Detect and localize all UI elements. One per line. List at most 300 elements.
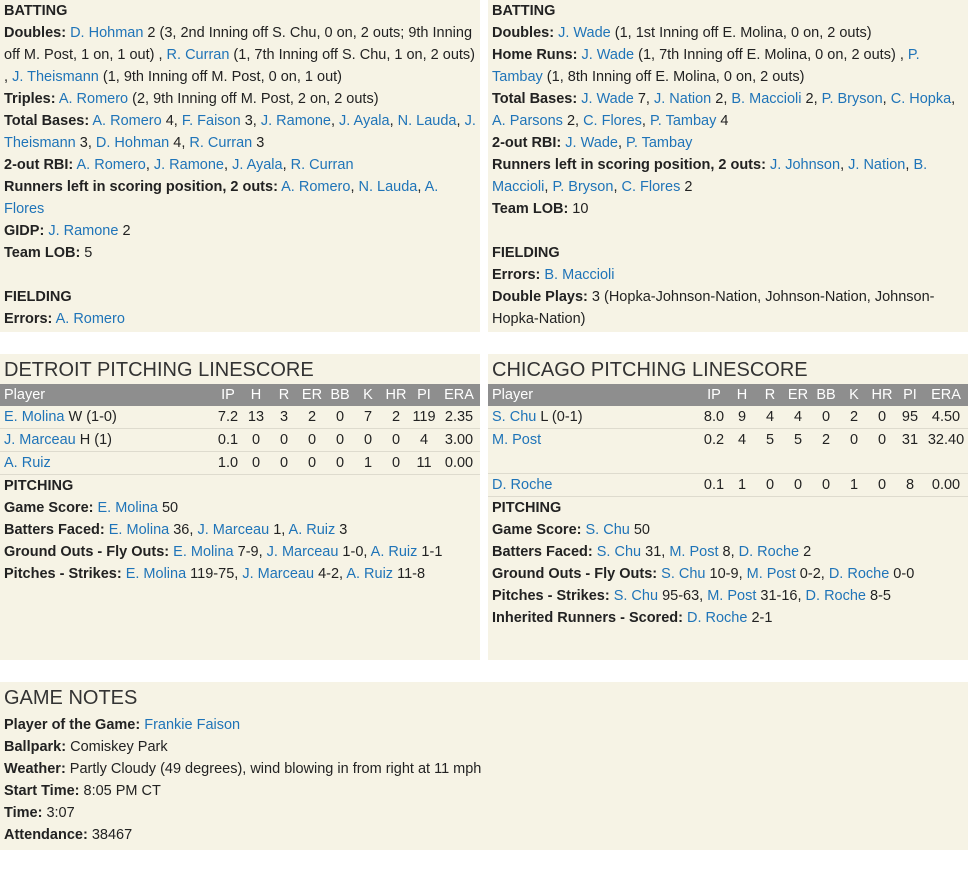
stat-text: 2, bbox=[711, 91, 732, 107]
stat-text: (1, 7th Inning off S. Chu, 1 on, 2 outs) , bbox=[4, 47, 475, 85]
stat-cell: 4 bbox=[784, 406, 812, 429]
column-header: BB bbox=[326, 384, 354, 406]
player-link[interactable]: P. Tambay bbox=[492, 47, 920, 85]
player-link[interactable]: N. Lauda bbox=[397, 113, 457, 129]
stat-text: , bbox=[224, 157, 233, 173]
player-link[interactable]: A. Romero bbox=[58, 91, 129, 107]
player-cell bbox=[488, 429, 700, 474]
total-bases-line bbox=[4, 110, 476, 154]
column-header: K bbox=[354, 384, 382, 406]
section-title: CHICAGO PITCHING LINESCORE bbox=[492, 359, 808, 381]
spacer bbox=[4, 264, 476, 286]
two-out-rbi-label: 2-out RBI: bbox=[4, 157, 74, 173]
stat-cell: 5 bbox=[756, 429, 784, 474]
player-link[interactable]: P. Bryson bbox=[821, 91, 883, 107]
time-value: 3:07 bbox=[42, 805, 75, 821]
stat-text: 36, bbox=[169, 522, 198, 538]
double-plays-value: 3 (Hopka-Johnson-Nation, Johnson-Nation, Johnson-Hopka-Nation) bbox=[492, 289, 935, 327]
fielding-heading: FIELDING bbox=[4, 289, 72, 305]
stat-cell: 32.40 bbox=[924, 429, 968, 474]
player-link[interactable]: A. Romero bbox=[92, 113, 162, 129]
column-header: HR bbox=[868, 384, 896, 406]
player-link[interactable]: B. Maccioli bbox=[544, 267, 615, 283]
time-label: Time: bbox=[4, 805, 43, 821]
stat-text: 8, bbox=[718, 544, 739, 560]
column-header: R bbox=[756, 384, 784, 406]
player-link[interactable]: S. Chu bbox=[585, 522, 630, 538]
detroit-batting-panel bbox=[0, 0, 480, 332]
stat-text: 50 bbox=[629, 522, 651, 538]
player-link[interactable]: S. Chu bbox=[661, 566, 706, 582]
player-link[interactable]: S. Chu bbox=[596, 544, 642, 560]
player-link[interactable]: M. Post bbox=[492, 432, 542, 448]
stat-text: 2 bbox=[680, 179, 693, 195]
rlisp-label: Runners left in scoring position, 2 outs: bbox=[492, 157, 766, 173]
player-link[interactable]: Frankie Faison bbox=[144, 717, 241, 733]
player-link[interactable]: R. Curran bbox=[290, 157, 354, 173]
weather-line bbox=[4, 758, 964, 780]
weather-value: Partly Cloudy (49 degrees), wind blowing in from right at 11 mph bbox=[65, 761, 482, 777]
batters-faced-label: Batters Faced: bbox=[4, 522, 105, 538]
player-link[interactable]: D. Hohman bbox=[70, 25, 144, 41]
stat-cell: 0.1 bbox=[700, 474, 728, 497]
stat-text: 2 (3, 2nd Inning off S. Chu, 0 on, 2 outs; 9th Inning off M. Post, 1 on, 1 out) , bbox=[4, 25, 473, 63]
player-link[interactable]: J. Nation bbox=[848, 157, 906, 173]
player-link[interactable]: J. Marceau bbox=[197, 522, 270, 538]
stat-cell: 0 bbox=[840, 429, 868, 474]
stat-text: 2 bbox=[118, 223, 131, 239]
table-row bbox=[488, 429, 968, 474]
two-out-rbi-label: 2-out RBI: bbox=[492, 135, 562, 151]
stat-cell: 0 bbox=[298, 429, 326, 452]
stat-text: , bbox=[282, 157, 291, 173]
stat-cell: 7.2 bbox=[214, 406, 242, 429]
player-cell bbox=[488, 406, 700, 429]
ballpark-label: Ballpark: bbox=[4, 739, 67, 755]
detroit-batting-notes bbox=[0, 0, 480, 330]
player-link[interactable]: J. Marceau bbox=[4, 432, 76, 448]
player-link[interactable]: J. Ramone bbox=[260, 113, 331, 129]
stat-text: 2, bbox=[801, 91, 822, 107]
fielding-heading: FIELDING bbox=[492, 245, 560, 261]
total-bases-label: Total Bases: bbox=[492, 91, 578, 107]
spacer bbox=[492, 220, 964, 242]
column-header: ERA bbox=[924, 384, 968, 406]
player-link[interactable]: J. Theismann bbox=[12, 69, 99, 85]
player-link[interactable]: P. Tambay bbox=[649, 113, 717, 129]
player-link[interactable]: A. Ruiz bbox=[288, 522, 336, 538]
stat-text: 10-9, bbox=[705, 566, 747, 582]
attendance-line bbox=[4, 824, 964, 846]
game-notes-list bbox=[0, 712, 968, 846]
stat-text: , bbox=[905, 157, 914, 173]
doubles-line bbox=[492, 22, 964, 44]
game-notes-panel bbox=[0, 682, 968, 850]
player-link[interactable]: J. Marceau bbox=[266, 544, 339, 560]
stat-text: , bbox=[456, 113, 465, 129]
player-link[interactable]: E. Molina bbox=[125, 566, 187, 582]
stat-text: 0-0 bbox=[889, 566, 915, 582]
home-runs-label: Home Runs: bbox=[492, 47, 578, 63]
inherited-runners-line bbox=[492, 607, 964, 629]
stat-text: , bbox=[544, 179, 553, 195]
player-link[interactable]: A. Flores bbox=[4, 179, 439, 217]
stat-cell: 8 bbox=[896, 474, 924, 497]
player-link[interactable]: J. Ayala bbox=[232, 157, 283, 173]
stat-text: , bbox=[417, 179, 425, 195]
errors-label: Errors: bbox=[492, 267, 541, 283]
chicago-batting-notes bbox=[488, 0, 968, 330]
stat-text: 95-63, bbox=[658, 588, 708, 604]
inherited-runners-label: Inherited Runners - Scored: bbox=[492, 610, 683, 626]
stat-cell: 0 bbox=[298, 452, 326, 475]
total-bases-label: Total Bases: bbox=[4, 113, 90, 129]
stat-text: , bbox=[389, 113, 398, 129]
player-cell bbox=[0, 406, 214, 429]
stat-cell: 31 bbox=[896, 429, 924, 474]
player-link[interactable]: J. Wade bbox=[581, 91, 634, 107]
player-link[interactable]: D. Roche bbox=[492, 477, 553, 493]
player-link[interactable]: J. Ramone bbox=[48, 223, 119, 239]
team-lob-label: Team LOB: bbox=[4, 245, 81, 261]
stat-cell: 0 bbox=[326, 452, 354, 475]
player-link[interactable]: B. Maccioli bbox=[492, 157, 928, 195]
chicago-batting-panel bbox=[488, 0, 968, 332]
doubles-label: Doubles: bbox=[4, 25, 67, 41]
pitches-strikes-label: Pitches - Strikes: bbox=[492, 588, 610, 604]
gidp-line bbox=[4, 220, 476, 242]
stat-cell: 0 bbox=[242, 452, 270, 475]
errors-line bbox=[492, 264, 964, 286]
player-link[interactable]: J. Marceau bbox=[242, 566, 315, 582]
stat-text: 2 bbox=[799, 544, 812, 560]
stat-cell: 3 bbox=[270, 406, 298, 429]
batting-heading: BATTING bbox=[492, 3, 556, 19]
column-header: H bbox=[242, 384, 270, 406]
player-link[interactable]: R. Curran bbox=[189, 135, 253, 151]
stat-cell: 4.50 bbox=[924, 406, 968, 429]
column-header: ERA bbox=[438, 384, 480, 406]
decision-text: W (1-0) bbox=[64, 409, 117, 425]
stat-cell: 13 bbox=[242, 406, 270, 429]
stat-text: 4, bbox=[161, 113, 182, 129]
total-bases-line bbox=[492, 88, 964, 132]
player-link[interactable]: J. Ramone bbox=[153, 157, 224, 173]
section-title: DETROIT PITCHING LINESCORE bbox=[4, 359, 314, 381]
stat-cell: 0 bbox=[812, 406, 840, 429]
player-link[interactable]: R. Curran bbox=[166, 47, 230, 63]
start-time-value: 8:05 PM CT bbox=[79, 783, 161, 799]
player-link[interactable]: A. Ruiz bbox=[370, 544, 418, 560]
pitching-linescore-table bbox=[0, 384, 480, 475]
stat-text: 3 bbox=[335, 522, 348, 538]
stat-cell: 0 bbox=[270, 429, 298, 452]
table-row bbox=[488, 474, 968, 497]
player-link[interactable]: A. Romero bbox=[76, 157, 146, 173]
column-header: IP bbox=[700, 384, 728, 406]
player-link[interactable]: M. Post bbox=[669, 544, 719, 560]
column-header: IP bbox=[214, 384, 242, 406]
player-link[interactable]: D. Roche bbox=[738, 544, 800, 560]
stat-text: (1, 1st Inning off E. Molina, 0 on, 2 outs) bbox=[610, 25, 872, 41]
column-header: HR bbox=[382, 384, 410, 406]
column-header: Player bbox=[0, 384, 214, 406]
player-link[interactable]: D. Roche bbox=[686, 610, 748, 626]
pitching-heading: PITCHING bbox=[4, 478, 74, 494]
double-plays-label: Double Plays: bbox=[492, 289, 588, 305]
stat-text: 31, bbox=[641, 544, 670, 560]
stat-cell: 4 bbox=[756, 406, 784, 429]
table-header-row bbox=[0, 384, 480, 406]
table-row bbox=[488, 406, 968, 429]
detroit-pitching-panel bbox=[0, 354, 480, 660]
triples-line bbox=[4, 88, 476, 110]
errors-line bbox=[4, 308, 476, 330]
pitches-strikes-label: Pitches - Strikes: bbox=[4, 566, 122, 582]
table-header-row bbox=[488, 384, 968, 406]
stat-cell: 9 bbox=[728, 406, 756, 429]
weather-label: Weather: bbox=[4, 761, 66, 777]
stat-text: 0-2, bbox=[795, 566, 829, 582]
stat-cell: 0 bbox=[868, 429, 896, 474]
player-link[interactable]: A. Ruiz bbox=[4, 455, 51, 471]
stat-text: , bbox=[882, 91, 891, 107]
game-score-label: Game Score: bbox=[492, 522, 582, 538]
player-link[interactable]: E. Molina bbox=[173, 544, 234, 560]
go-fo-line bbox=[492, 563, 964, 585]
game-score-line bbox=[492, 519, 964, 541]
stat-cell: 0.00 bbox=[438, 452, 480, 475]
stat-text: , bbox=[330, 113, 340, 129]
stat-text: 4-2, bbox=[314, 566, 347, 582]
go-fo-line bbox=[4, 541, 476, 563]
errors-label: Errors: bbox=[4, 311, 53, 327]
two-out-rbi-line bbox=[4, 154, 476, 176]
player-link[interactable]: J. Wade bbox=[581, 47, 635, 63]
table-row bbox=[0, 429, 480, 452]
stat-cell: 0 bbox=[382, 429, 410, 452]
stat-cell: 0 bbox=[270, 452, 298, 475]
time-line bbox=[4, 802, 964, 824]
player-link[interactable]: J. Ayala bbox=[339, 113, 390, 129]
batters-faced-label: Batters Faced: bbox=[492, 544, 593, 560]
team-lob-line bbox=[492, 198, 964, 220]
stat-text: 31-16, bbox=[756, 588, 806, 604]
doubles-label: Doubles: bbox=[492, 25, 555, 41]
player-link[interactable]: S. Chu bbox=[613, 588, 659, 604]
stat-cell: 5 bbox=[784, 429, 812, 474]
section-title: GAME NOTES bbox=[4, 687, 138, 709]
stat-cell: 11 bbox=[410, 452, 438, 475]
player-link[interactable]: S. Chu bbox=[492, 409, 537, 425]
stat-text: 3, bbox=[75, 135, 96, 151]
stat-cell: 4 bbox=[410, 429, 438, 452]
column-header: H bbox=[728, 384, 756, 406]
player-cell bbox=[0, 452, 214, 475]
column-header: R bbox=[270, 384, 298, 406]
stat-cell: 0 bbox=[382, 452, 410, 475]
stat-text: 3 bbox=[252, 135, 265, 151]
stat-cell: 1 bbox=[354, 452, 382, 475]
two-out-rbi-line bbox=[492, 132, 964, 154]
stat-cell: 0.1 bbox=[214, 429, 242, 452]
player-link[interactable]: C. Flores bbox=[621, 179, 681, 195]
go-fo-label: Ground Outs - Fly Outs: bbox=[492, 566, 658, 582]
start-time-label: Start Time: bbox=[4, 783, 80, 799]
pitches-strikes-line bbox=[4, 563, 476, 585]
player-link[interactable]: B. Maccioli bbox=[731, 91, 802, 107]
stat-text: 2-1 bbox=[747, 610, 773, 626]
stat-cell: 0 bbox=[242, 429, 270, 452]
player-link[interactable]: M. Post bbox=[746, 566, 796, 582]
stat-cell: 0 bbox=[354, 429, 382, 452]
rlisp-line bbox=[4, 176, 476, 220]
player-cell bbox=[0, 429, 214, 452]
player-link[interactable]: D. Roche bbox=[828, 566, 890, 582]
stat-text: , bbox=[641, 113, 650, 129]
column-header: Player bbox=[488, 384, 700, 406]
stat-cell: 1 bbox=[840, 474, 868, 497]
table-row bbox=[0, 406, 480, 429]
detroit-pitching-notes bbox=[0, 475, 480, 585]
team-lob-value: 5 bbox=[80, 245, 93, 261]
player-link[interactable]: J. Wade bbox=[558, 25, 611, 41]
player-link[interactable]: F. Faison bbox=[181, 113, 241, 129]
stat-cell: 0 bbox=[326, 429, 354, 452]
column-header: PI bbox=[896, 384, 924, 406]
player-link[interactable]: J. Theismann bbox=[4, 113, 476, 151]
rlisp-label: Runners left in scoring position, 2 outs: bbox=[4, 179, 278, 195]
stat-text: , bbox=[145, 157, 154, 173]
player-cell bbox=[488, 474, 700, 497]
stat-cell: 0 bbox=[756, 474, 784, 497]
player-link[interactable]: E. Molina bbox=[108, 522, 170, 538]
player-link[interactable]: E. Molina bbox=[97, 500, 158, 516]
stat-cell: 2 bbox=[382, 406, 410, 429]
table-row bbox=[0, 452, 480, 475]
stat-text: 11-8 bbox=[393, 566, 426, 582]
player-link[interactable]: C. Flores bbox=[583, 113, 642, 129]
player-link[interactable]: J. Johnson bbox=[769, 157, 841, 173]
pitches-strikes-line bbox=[492, 585, 964, 607]
chicago-pitching-panel bbox=[488, 354, 968, 660]
stat-text: 7, bbox=[633, 91, 654, 107]
stat-cell: 8.0 bbox=[700, 406, 728, 429]
stat-cell: 7 bbox=[354, 406, 382, 429]
player-link[interactable]: P. Tambay bbox=[626, 135, 693, 151]
go-fo-label: Ground Outs - Fly Outs: bbox=[4, 544, 170, 560]
attendance-value: 38467 bbox=[87, 827, 133, 843]
chicago-pitching-notes bbox=[488, 497, 968, 629]
batters-faced-line bbox=[492, 541, 964, 563]
stat-cell: 119 bbox=[410, 406, 438, 429]
ballpark-value: Comiskey Park bbox=[66, 739, 168, 755]
team-lob-label: Team LOB: bbox=[492, 201, 569, 217]
player-link[interactable]: D. Hohman bbox=[95, 135, 170, 151]
column-header: K bbox=[840, 384, 868, 406]
player-link[interactable]: D. Roche bbox=[805, 588, 866, 604]
column-header: ER bbox=[298, 384, 326, 406]
player-link[interactable]: C. Hopka bbox=[890, 91, 952, 107]
stat-cell: 0.00 bbox=[924, 474, 968, 497]
player-link[interactable]: J. Nation bbox=[654, 91, 712, 107]
stat-text: 2, bbox=[562, 113, 584, 129]
decision-text: H (1) bbox=[75, 432, 112, 448]
stat-text: (1, 8th Inning off E. Molina, 0 on, 2 outs) bbox=[542, 69, 805, 85]
stat-text: 119-75, bbox=[186, 566, 243, 582]
stat-text: (1, 7th Inning off E. Molina, 0 on, 2 outs) , bbox=[634, 47, 908, 63]
stat-cell: 2 bbox=[298, 406, 326, 429]
team-lob-line bbox=[4, 242, 476, 264]
doubles-line bbox=[4, 22, 476, 88]
stat-text: 8-5 bbox=[866, 588, 891, 604]
stat-text: 1, bbox=[269, 522, 289, 538]
stat-cell: 0 bbox=[784, 474, 812, 497]
game-score-line bbox=[4, 497, 476, 519]
ballpark-line bbox=[4, 736, 964, 758]
stat-text: (1, 9th Inning off M. Post, 0 on, 1 out) bbox=[98, 69, 342, 85]
stat-cell: 2 bbox=[812, 429, 840, 474]
player-link[interactable]: A. Romero bbox=[281, 179, 351, 195]
stat-cell: 1.0 bbox=[214, 452, 242, 475]
batters-faced-line bbox=[4, 519, 476, 541]
gidp-label: GIDP: bbox=[4, 223, 45, 239]
stat-cell: 4 bbox=[728, 429, 756, 474]
player-link[interactable]: P. Bryson bbox=[552, 179, 614, 195]
stat-text: , bbox=[951, 91, 956, 107]
stat-text: 7-9, bbox=[233, 544, 267, 560]
stat-text: 1-1 bbox=[417, 544, 443, 560]
player-link[interactable]: A. Ruiz bbox=[346, 566, 394, 582]
game-score-label: Game Score: bbox=[4, 500, 94, 516]
stat-cell: 1 bbox=[728, 474, 756, 497]
stat-text: 3, bbox=[240, 113, 261, 129]
stat-cell: 0 bbox=[326, 406, 354, 429]
stat-cell: 0 bbox=[812, 474, 840, 497]
stat-text: 50 bbox=[157, 500, 179, 516]
batting-heading: BATTING bbox=[4, 3, 68, 19]
stat-cell: 2.35 bbox=[438, 406, 480, 429]
team-lob-value: 10 bbox=[568, 201, 589, 217]
stat-cell: 0.2 bbox=[700, 429, 728, 474]
stat-cell: 2 bbox=[840, 406, 868, 429]
player-link[interactable]: N. Lauda bbox=[358, 179, 418, 195]
pitching-linescore-table bbox=[488, 384, 968, 497]
player-link[interactable]: A. Romero bbox=[55, 311, 125, 327]
player-of-game-label: Player of the Game: bbox=[4, 717, 141, 733]
stat-text: 4, bbox=[169, 135, 190, 151]
player-link[interactable]: J. Wade bbox=[565, 135, 618, 151]
rlisp-line bbox=[492, 154, 964, 198]
column-header: PI bbox=[410, 384, 438, 406]
stat-cell: 95 bbox=[896, 406, 924, 429]
player-link[interactable]: A. Parsons bbox=[492, 113, 563, 129]
attendance-label: Attendance: bbox=[4, 827, 88, 843]
triples-label: Triples: bbox=[4, 91, 56, 107]
stat-cell: 3.00 bbox=[438, 429, 480, 452]
player-link[interactable]: M. Post bbox=[707, 588, 757, 604]
player-link[interactable]: E. Molina bbox=[4, 409, 65, 425]
stat-text: 4 bbox=[716, 113, 729, 129]
stat-text: , bbox=[350, 179, 359, 195]
start-time-line bbox=[4, 780, 964, 802]
pitching-heading: PITCHING bbox=[492, 500, 562, 516]
stat-text: 1-0, bbox=[338, 544, 371, 560]
stat-cell: 0 bbox=[868, 474, 896, 497]
column-header: BB bbox=[812, 384, 840, 406]
stat-text: , bbox=[613, 179, 622, 195]
home-runs-line bbox=[492, 44, 964, 88]
